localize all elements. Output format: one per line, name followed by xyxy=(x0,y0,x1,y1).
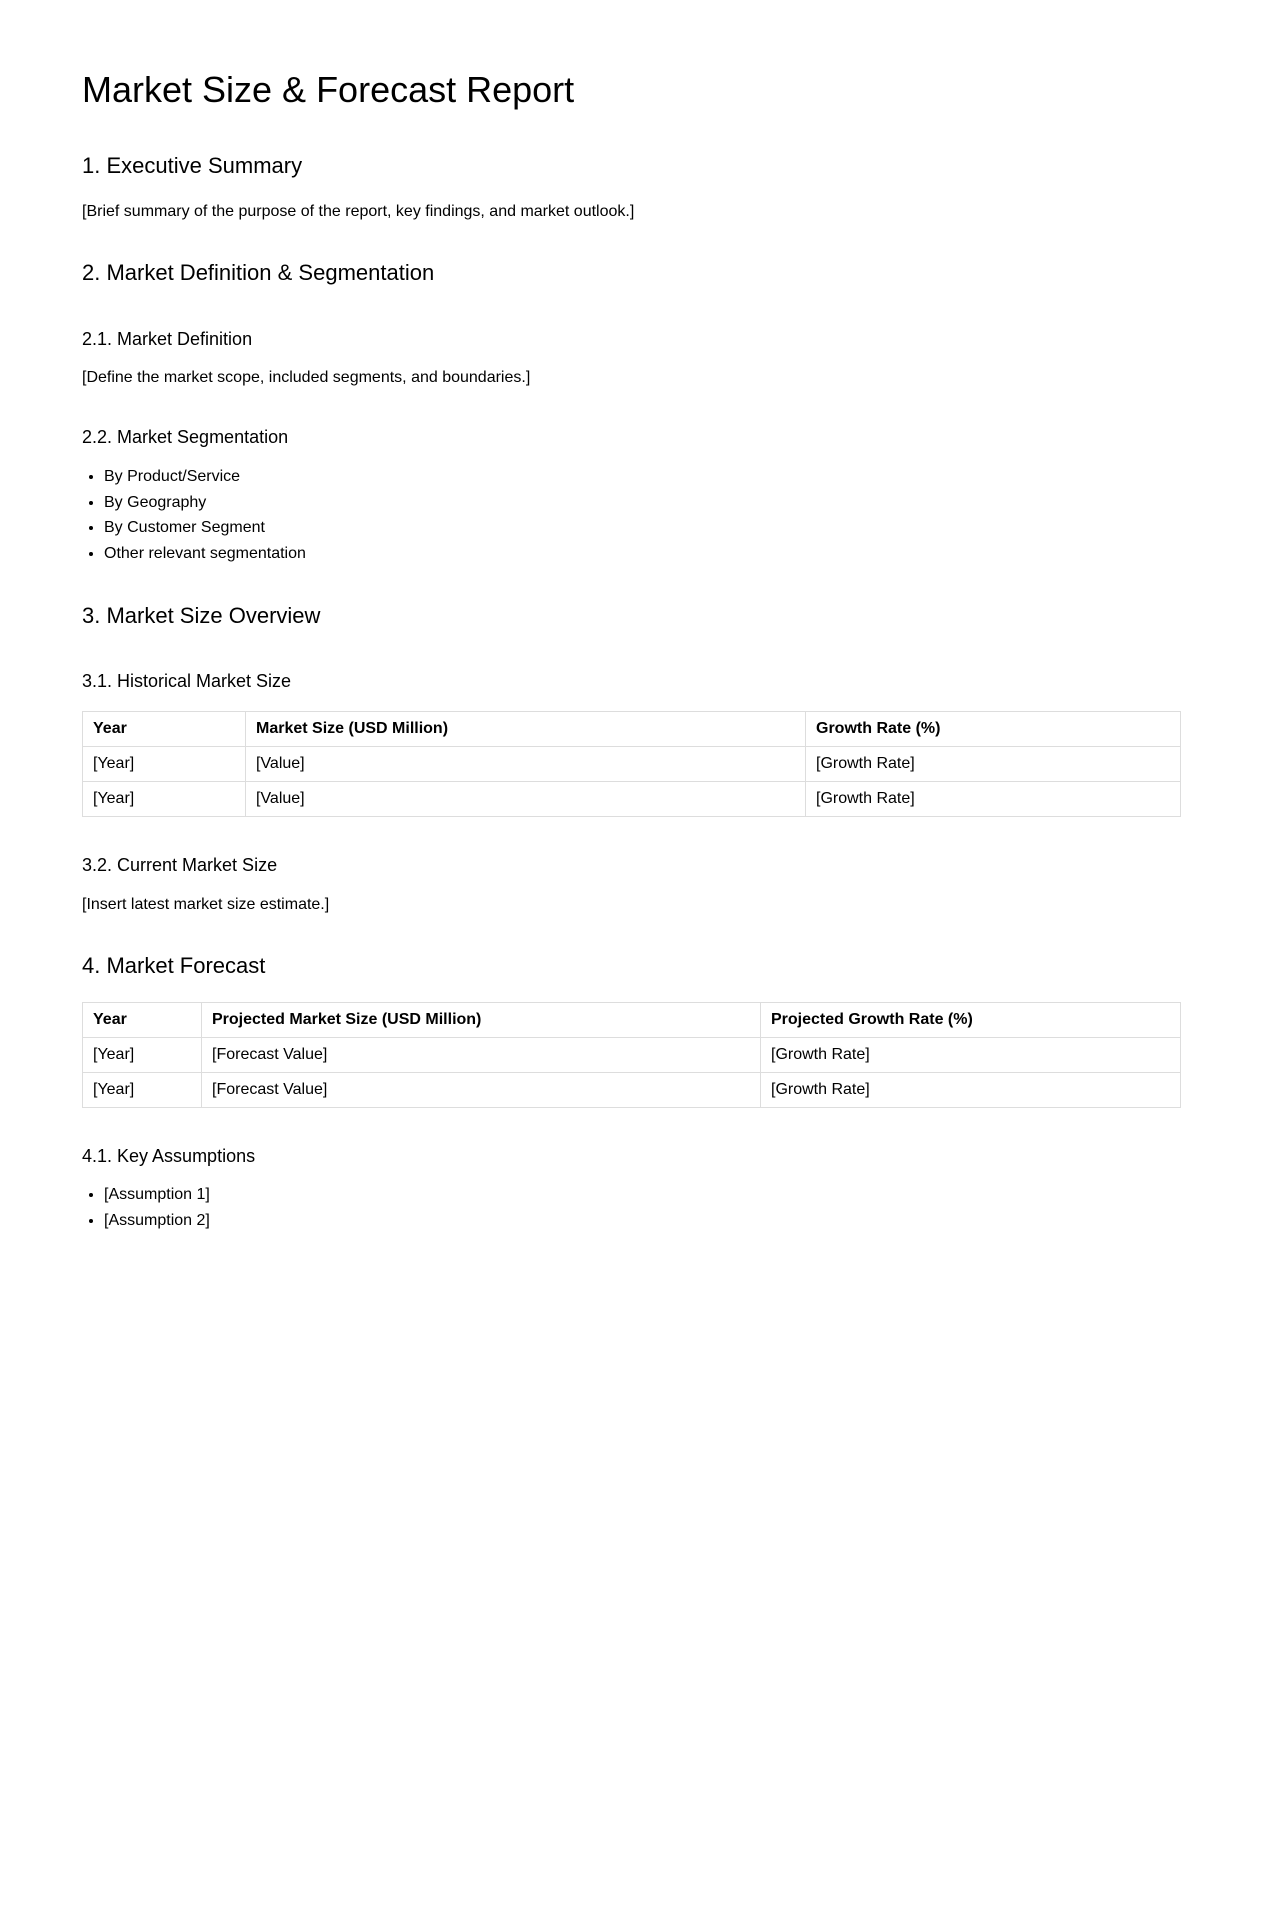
table-cell: [Year] xyxy=(83,1072,202,1107)
subsection-heading: 3.1. Historical Market Size xyxy=(82,671,292,692)
list-item: • By Product/Service xyxy=(104,467,1181,488)
table-header-row xyxy=(83,1002,1181,1037)
assumptions-list xyxy=(82,1185,1181,1232)
column-header: Projected Growth Rate (%) xyxy=(761,1002,1181,1037)
section-executive-summary xyxy=(82,153,1181,222)
table-cell: [Growth Rate] xyxy=(806,746,1181,781)
table-cell: [Value] xyxy=(246,781,806,816)
section-heading: 4. Market Forecast xyxy=(82,953,266,979)
segmentation-list xyxy=(82,467,1181,565)
historical-market-size-table xyxy=(82,711,1181,817)
section-market-definition-segmentation xyxy=(82,260,1181,565)
table-cell: [Forecast Value] xyxy=(202,1072,761,1107)
column-header: Growth Rate (%) xyxy=(806,711,1181,746)
table-row xyxy=(83,781,1181,816)
report-title: Market Size & Forecast Report xyxy=(82,69,575,110)
subsection-heading: 4.1. Key Assumptions xyxy=(82,1145,256,1166)
list-item: • [Assumption 1] xyxy=(104,1185,1181,1206)
column-header: Projected Market Size (USD Million) xyxy=(202,1002,761,1037)
table-row xyxy=(83,1072,1181,1107)
current-market-size-text: [Insert latest market size estimate.] xyxy=(82,895,330,913)
subsection-heading: 2.2. Market Segmentation xyxy=(82,427,289,448)
table-row xyxy=(83,746,1181,781)
table-cell: [Year] xyxy=(83,1037,202,1072)
market-forecast-table xyxy=(82,1002,1181,1108)
table-header-row xyxy=(83,711,1181,746)
subsection-heading: 3.2. Current Market Size xyxy=(82,854,278,875)
section-heading: 1. Executive Summary xyxy=(82,153,303,179)
list-item: • Other relevant segmentation xyxy=(104,544,1181,565)
section-market-size-overview xyxy=(82,603,1181,915)
column-header: Market Size (USD Million) xyxy=(246,711,806,746)
section-heading: 2. Market Definition & Segmentation xyxy=(82,260,435,286)
market-definition-text: [Define the market scope, included segments, and boundaries.] xyxy=(82,369,531,387)
section-market-forecast xyxy=(82,953,1181,1232)
column-header: Year xyxy=(83,1002,202,1037)
table-cell: [Growth Rate] xyxy=(761,1037,1181,1072)
table-cell: [Value] xyxy=(246,746,806,781)
table-row xyxy=(83,1037,1181,1072)
table-cell: [Forecast Value] xyxy=(202,1037,761,1072)
list-item: • By Customer Segment xyxy=(104,518,1181,539)
table-cell: [Growth Rate] xyxy=(806,781,1181,816)
table-cell: [Year] xyxy=(83,746,246,781)
subsection-heading: 2.1. Market Definition xyxy=(82,328,253,349)
list-item: • By Geography xyxy=(104,493,1181,514)
table-cell: [Year] xyxy=(83,781,246,816)
column-header: Year xyxy=(83,711,246,746)
executive-summary-text: [Brief summary of the purpose of the report, key findings, and market outlook.] xyxy=(82,202,635,220)
section-heading: 3. Market Size Overview xyxy=(82,602,321,628)
list-item: • [Assumption 2] xyxy=(104,1211,1181,1232)
table-cell: [Growth Rate] xyxy=(761,1072,1181,1107)
